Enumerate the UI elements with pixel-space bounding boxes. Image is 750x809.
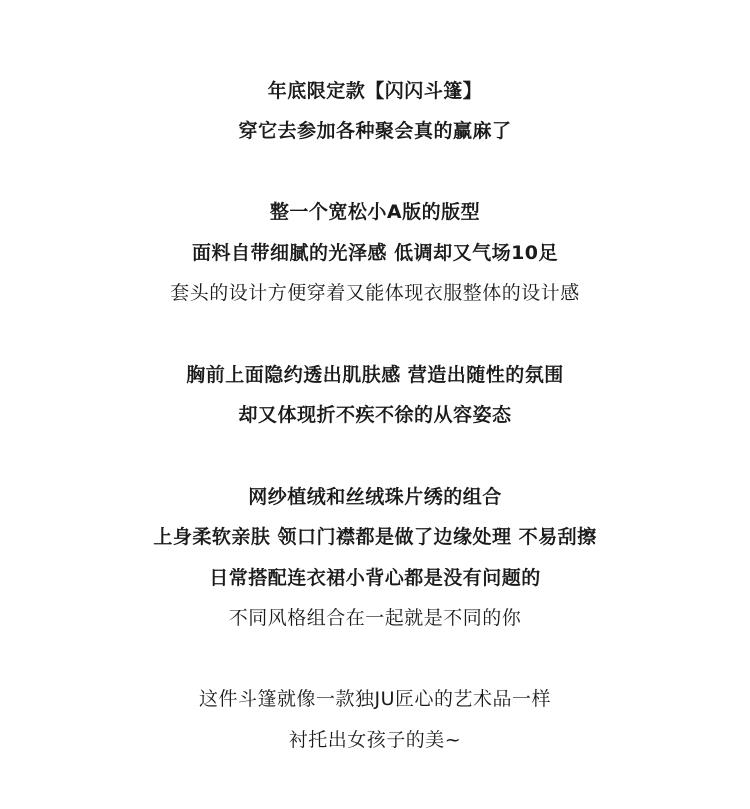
text-line: 这件斗篷就像一款独JU匠心的艺术品一样 <box>198 688 551 710</box>
text-line: 胸前上面隐约透出肌肤感 营造出随性的氛围 <box>186 364 564 386</box>
text-line: 套头的设计方便穿着又能体现衣服整体的设计感 <box>170 282 580 304</box>
text-line: 整一个宽松小A版的版型 <box>269 201 481 223</box>
text-line: 日常搭配连衣裙小背心都是没有问题的 <box>209 567 541 589</box>
text-line: 却又体现折不疾不徐的从容姿态 <box>238 404 512 426</box>
text-line: 不同风格组合在一起就是不同的你 <box>228 607 522 629</box>
text-line: 年底限定款【闪闪斗篷】 <box>267 80 483 102</box>
text-line: 衬托出女孩子的美~ <box>288 729 462 751</box>
text-line: 穿它去参加各种聚会真的赢麻了 <box>238 120 512 142</box>
text-line: 面料自带细腻的光泽感 低调却又气场10足 <box>191 242 559 264</box>
text-line: 上身柔软亲肤 领口门襟都是做了边缘处理 不易刮擦 <box>153 526 597 548</box>
text-line: 网纱植绒和丝绒珠片绣的组合 <box>248 486 502 508</box>
